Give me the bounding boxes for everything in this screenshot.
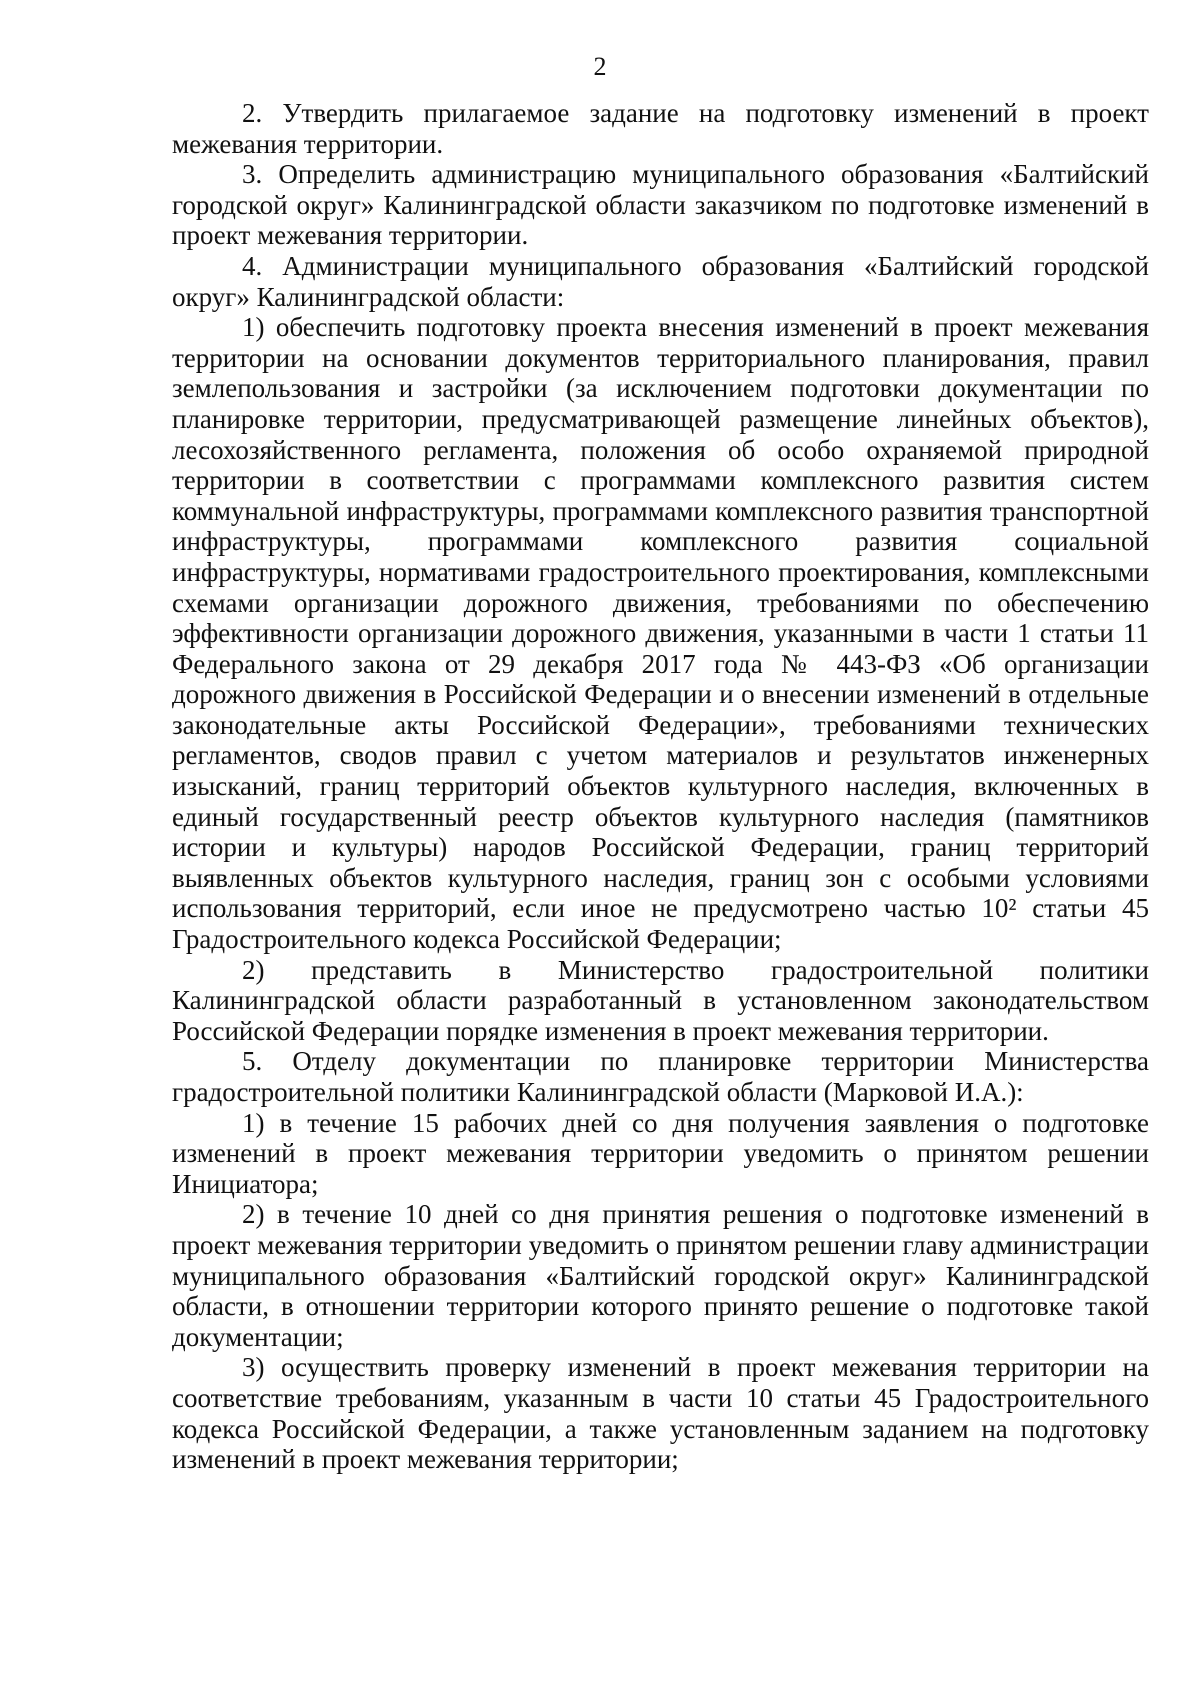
paragraph-subitem-5-3-check: 3) осуществить проверку изменений в проект межевания территории на соответствие требованиям, указанным в части 10 статьи 45 Градостроительного кодекса Российской Федерации, а также установленным заданием на подготовку изменений в проект межевания территории;: [172, 1352, 1149, 1475]
paragraph-item-4-administration: 4. Администрации муниципального образования «Балтийский городской округ» Калининградской области:: [172, 250, 1149, 312]
paragraph-item-5-department: 5. Отделу документации по планировке территории Министерства градостроительной политики Калининградской области (Марковой И.А.):: [172, 1046, 1149, 1107]
paragraph-subitem-4-1-preparation: 1) обеспечить подготовку проекта внесения изменений в проект межевания территории на основании документов территориального планирования, правил землепользования и застройки (за исключением подготовки документации по планировке территории, предусматривающей размещение линейных объектов), лесохозяйственного регламента, положения об особо охраняемой природной территории в соответствии с программами комплексного развития систем коммунальной инфраструктуры, программами комплексного развития транспортной инфраструктуры, программами комплексного развития социальной инфраструктуры, нормативами градостроительного проектирования, комплексными схемами организации дорожного движения, требованиями по обеспечению эффективности организации дорожного движения, указанными в части 1 статьи 11 Федерального закона от 29 декабря 2017 года № 443-ФЗ «Об организации дорожного движения в Российской Федерации и о внесении изменений в отдельные законодательные акты Российской Федерации», требованиями технических регламентов, сводов правил с учетом материалов и результатов инженерных изысканий, границ территорий объектов культурного наследия, включенных в единый государственный реестр объектов культурного наследия (памятников истории и культуры) народов Российской Федерации, границ территорий выявленных объектов культурного наследия, границ зон с особыми условиями использования территорий, если иное не предусмотрено частью 10² статьи 45 Градостроительного кодекса Российской Федерации;: [172, 312, 1149, 955]
paragraph-item-2-approve-task: 2. Утвердить прилагаемое задание на подготовку изменений в проект межевания территории.: [172, 98, 1149, 159]
page-number: 2: [593, 52, 607, 81]
paragraph-subitem-5-2-notify-head: 2) в течение 10 дней со дня принятия решения о подготовке изменений в проект межевания территории уведомить о принятом решении главу администрации муниципального образования «Балтийский городской округ» Калининградской области, в отношении территории которого принято решение о подготовке такой документации;: [172, 1199, 1149, 1352]
document-body: [172, 98, 1149, 1475]
paragraph-subitem-4-2-submit: 2) представить в Министерство градостроительной политики Калининградской области разработанный в установленном законодательством Российской Федерации порядке изменения в проект межевания территории.: [172, 954, 1149, 1046]
paragraph-subitem-5-1-notify-initiator: 1) в течение 15 рабочих дней со дня получения заявления о подготовке изменений в проект межевания территории уведомить о принятом решении Инициатора;: [172, 1107, 1149, 1199]
paragraph-item-3-customer: 3. Определить администрацию муниципального образования «Балтийский городской округ» Калининградской области заказчиком по подготовке изменений в проект межевания территории.: [172, 159, 1149, 251]
